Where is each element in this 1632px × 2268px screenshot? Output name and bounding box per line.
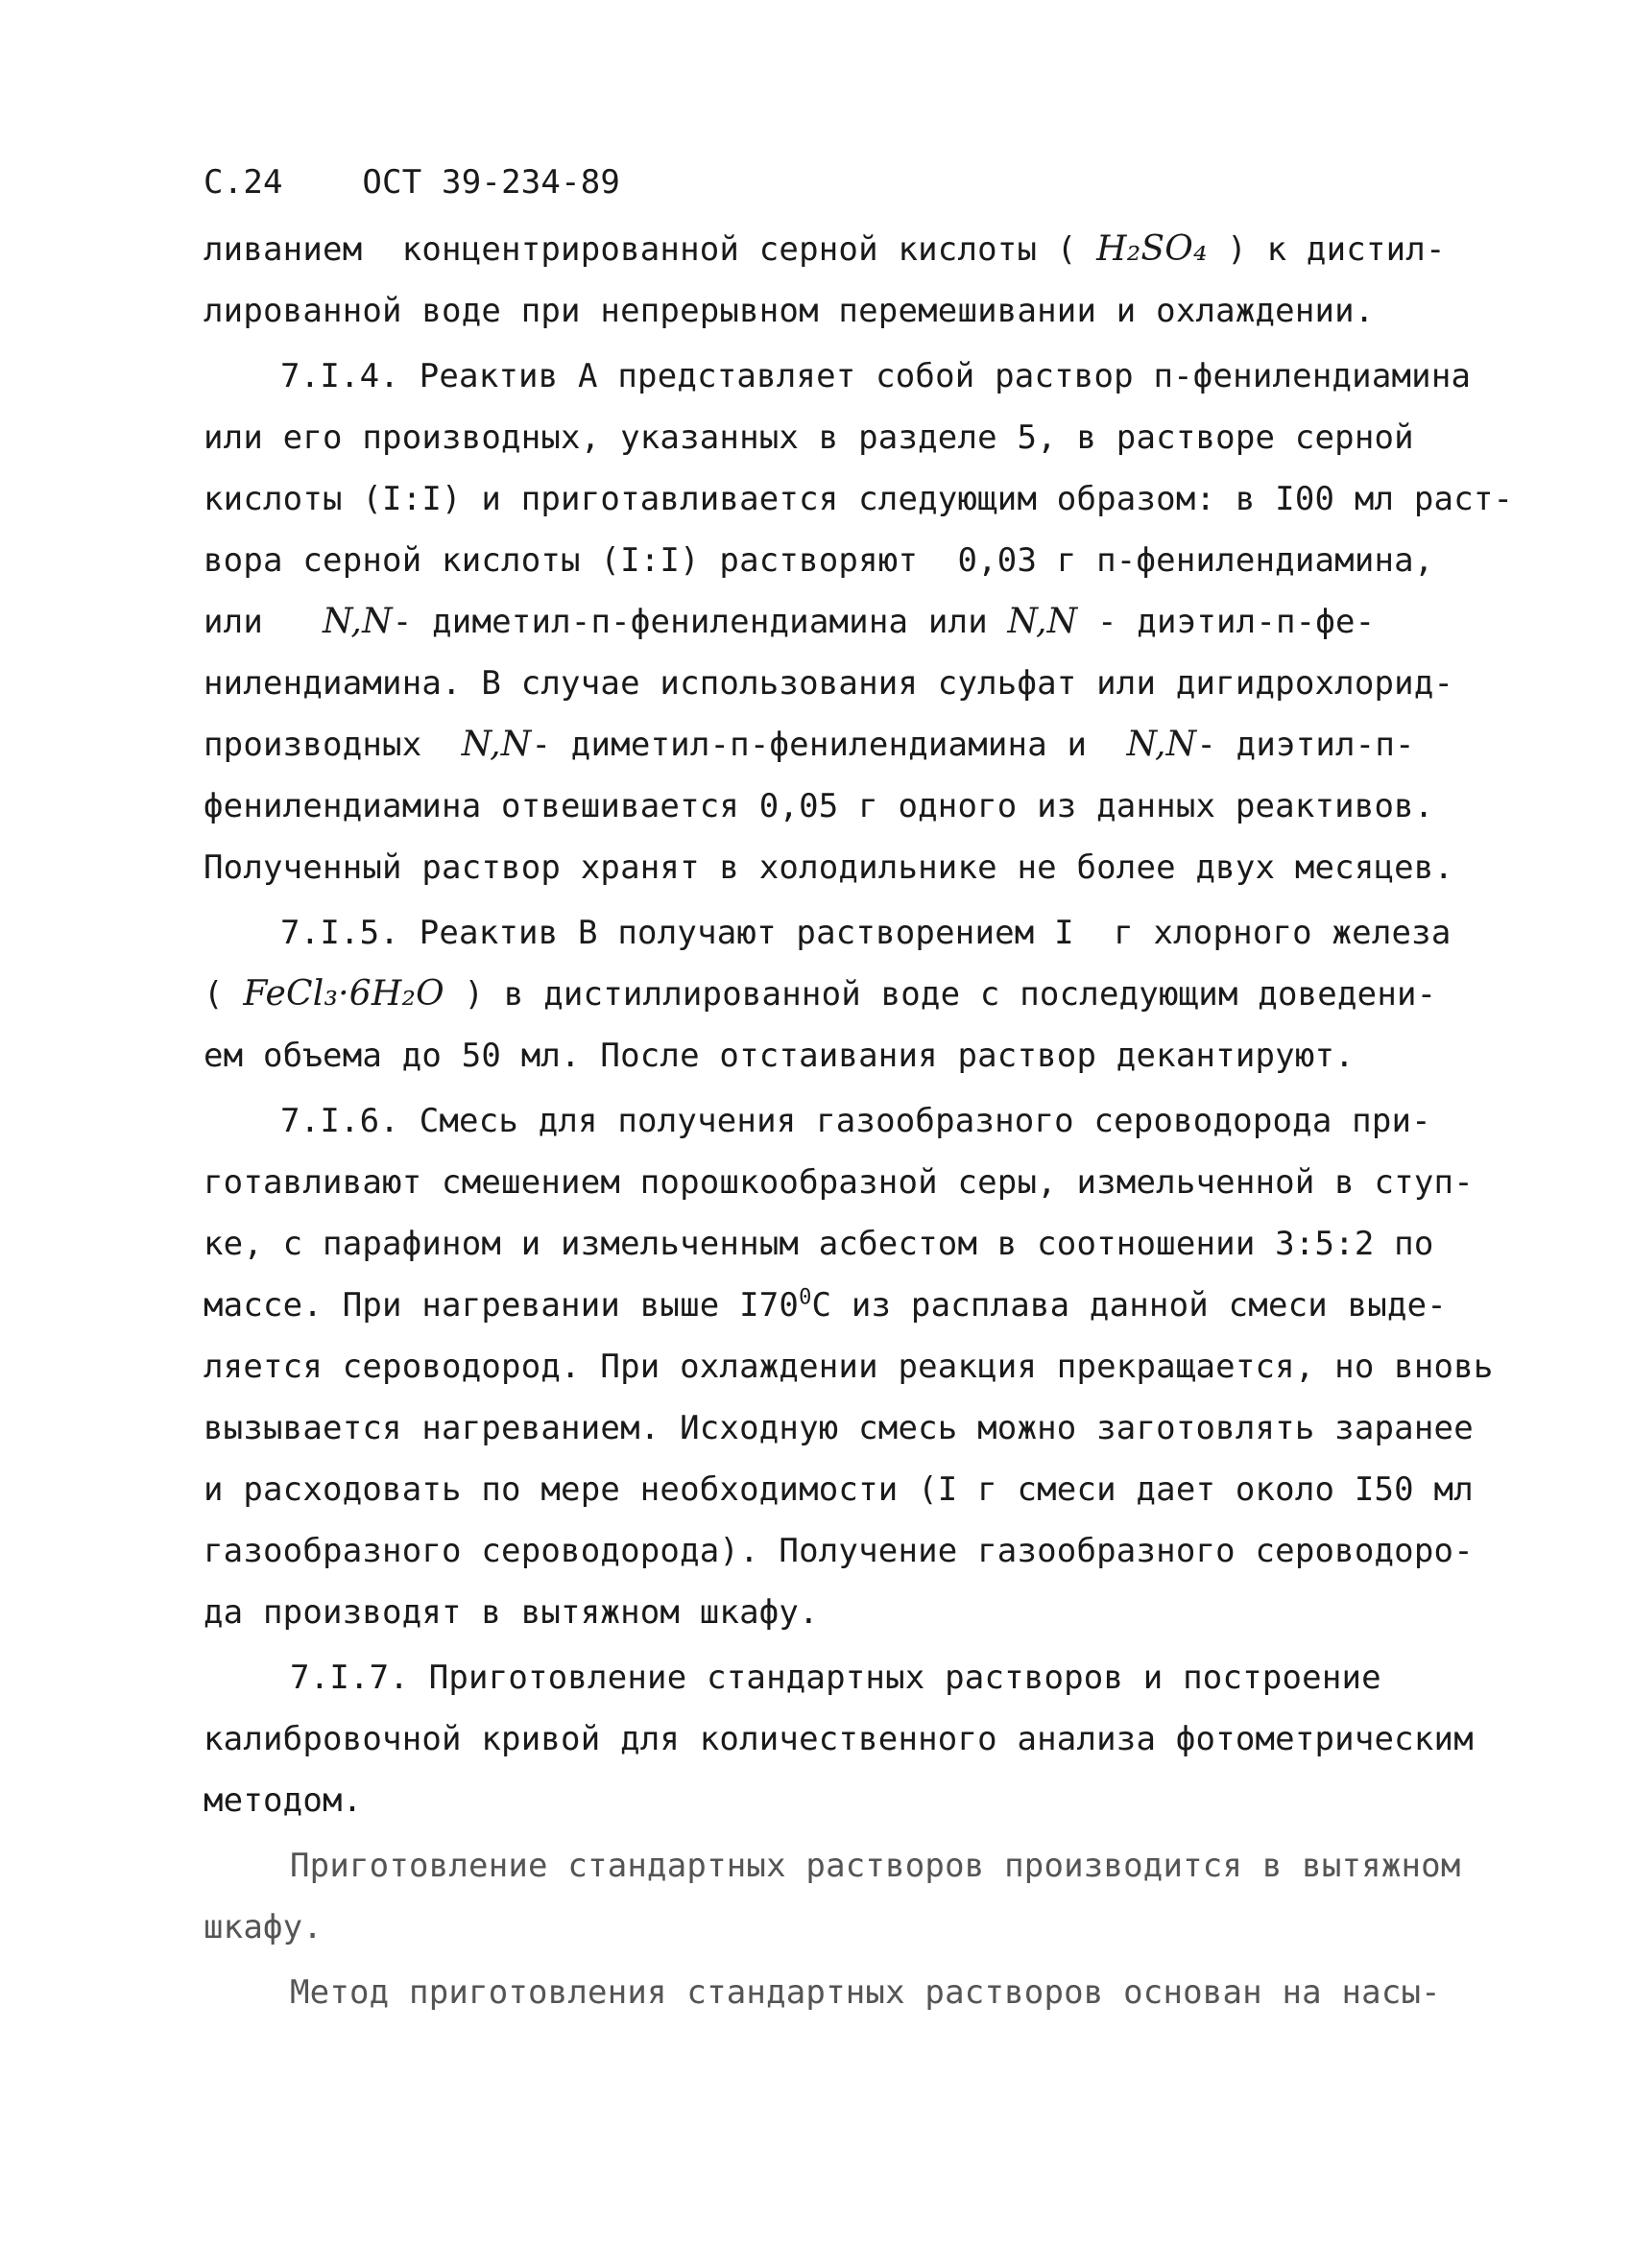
text-line-20: вызывается нагреванием. Исходную смесь можно заготовлять заранее xyxy=(204,1409,1474,1447)
text-line-10: фенилендиамина отвешивается 0,05 г одного из данных реактивов. xyxy=(204,787,1434,825)
text-line-22: газообразного сероводорода). Получение газообразного сероводоро- xyxy=(204,1532,1474,1570)
section-7-1-6-heading: 7.I.6. Смесь для получения газообразного сероводорода при- xyxy=(280,1102,1431,1140)
text-line-5: кислоты (I:I) и приготавливается следующим образом: в I00 мл раст- xyxy=(204,480,1514,518)
text-line-19: ляется сероводород. При охлаждении реакция прекращается, но вновь xyxy=(204,1348,1494,1386)
nn-formula: N,N xyxy=(1007,602,1078,641)
text-line-13: ( FeCl₃·6H₂O ) в дистиллированной воде с последующим доведени- xyxy=(204,974,1437,1014)
nn-formula: N,N xyxy=(461,725,532,764)
section-7-1-4-heading: 7.I.4. Реактив А представляет собой раствор п-фенилендиамина xyxy=(280,357,1472,395)
nn-formula: N,N xyxy=(323,602,393,641)
text-line-16: готавливают смешением порошкообразной серы, измельченной в ступ- xyxy=(204,1163,1474,1202)
sulfuric-acid-formula: H₂SO₄ xyxy=(1096,229,1208,269)
section-7-1-7-heading: 7.I.7. Приготовление стандартных растворов и построение xyxy=(290,1659,1381,1697)
section-7-1-5-heading: 7.I.5. Реактив В получают растворением I г хлорного железа xyxy=(280,914,1452,952)
text-line-8: нилендиамина. В случае использования сульфат или дигидрохлорид- xyxy=(204,664,1454,703)
standard-code: ОСТ 39-234-89 xyxy=(362,163,621,202)
text-line-25: калибровочной кривой для количественного анализа фотометрическим xyxy=(204,1720,1474,1758)
text-line-7: или N,N- диметил-п-фенилендиамина или N,N - диэтил-п-фе- xyxy=(204,602,1376,641)
text-line-18: массе. При нагревании выше $I70^0С$ из расплава данной смеси выде- xyxy=(204,1285,1447,1325)
nn-formula: N,N xyxy=(1126,725,1197,764)
text-line-28: шкафу. xyxy=(204,1908,324,1946)
text-line-27: Приготовление стандартных растворов производится в вытяжном xyxy=(290,1847,1461,1885)
text-line-26: методом. xyxy=(204,1781,363,1820)
text-line-11: Полученный раствор хранят в холодильнике не более двух месяцев. xyxy=(204,848,1454,887)
text-line-14: ем объема до 50 мл. После отстаивания раствор декантируют. xyxy=(204,1037,1355,1075)
text-line-2: лированной воде при непрерывном перемешивании и охлаждении. xyxy=(204,292,1375,330)
page-number: С.24 xyxy=(204,163,283,202)
iron-chloride-formula: FeCl₃·6H₂O xyxy=(243,974,444,1014)
page-header xyxy=(204,161,620,203)
text-line-29: Метод приготовления стандартных растворов основан на насы- xyxy=(290,1973,1441,2012)
text-line-23: да производят в вытяжном шкафу. xyxy=(204,1593,819,1632)
text-line-1: ливанием концентрированной серной кислоты ( H₂SO₄ ) к дистил- xyxy=(204,229,1446,269)
text-line-17: ке, с парафином и измельченным асбестом в соотношении 3:5:2 по xyxy=(204,1225,1434,1263)
degree-superscript: 0 xyxy=(799,1285,812,1310)
text-line-6: вора серной кислоты (I:I) растворяют 0,03 г п-фенилендиамина, xyxy=(204,541,1434,580)
text-line-21: и расходовать по мере необходимости (I г смеси дает около I50 мл xyxy=(204,1470,1474,1509)
text-line-9: производных N,N- диметил-п-фенилендиамина и N,N- диэтил-п- xyxy=(204,725,1415,764)
text-line-4: или его производных, указанных в разделе 5, в растворе серной xyxy=(204,418,1414,457)
